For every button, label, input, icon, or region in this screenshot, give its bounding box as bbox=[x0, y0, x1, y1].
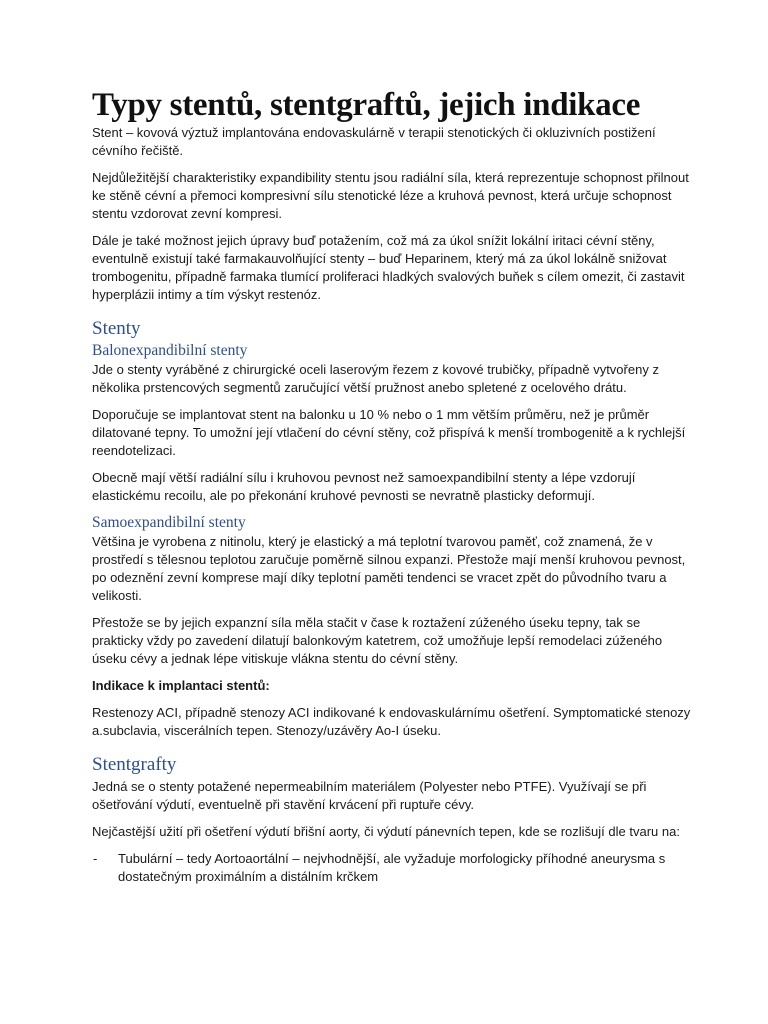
balon-paragraph-1: Jde o stenty vyráběné z chirurgické oceli laserovým řezem z kovové trubičky, případně vytvořeny z několika prstencových segmentů zaručující větší pružnost anebo spletené z ocelového drátu. bbox=[92, 362, 659, 395]
heading-balonexpandibilni: Balonexpandibilní stenty bbox=[92, 342, 248, 359]
list-bullet: - bbox=[93, 851, 98, 866]
list-item-text: Tubulární – tedy Aortoaortální – nejvhodnější, ale vyžaduje morfologicky příhodné aneurysma s dostatečným proximálním a distálním krčkem bbox=[118, 851, 666, 884]
heading-stenty: Stenty bbox=[92, 318, 141, 339]
intro-paragraph-3: Dále je také možnost jejich úpravy buď potažením, což má za úkol snížit lokální iritaci cévní stěny, eventulně existují také farmakauvolňující stenty – buď Heparinem, který má za úkol lokálně snižovat trombogenitu, případně farmaka tlumící proliferaci hladkých svalových buňek s cílem omezit, či zastavit hyperplázii intimy a tím výskyt restenóz. bbox=[92, 233, 685, 302]
intro-paragraph-1: Stent – kovová výztuž implantována endovaskulárně v terapii stenotických či okluzivních postižení cévního řečiště. bbox=[92, 125, 656, 158]
stentgrafty-paragraph-2: Nejčastější užití při ošetření výdutí břišní aorty, či výdutí pánevních tepen, kde se rozlišují dle tvaru na: bbox=[92, 824, 680, 839]
list-item bbox=[92, 850, 692, 886]
stentgrafty-paragraph-1: Jedná se o stenty potažené nepermeabilním materiálem (Polyester nebo PTFE). Využívají se při ošetřování výdutí, eventuelně při stavění krvácení při ruptuře cévy. bbox=[92, 779, 647, 812]
indikace-text: Restenozy ACI, případně stenozy ACI indikované k endovaskulárnímu ošetření. Symptomatické stenozy a.subclavia, viscerálních tepen. Stenozy/uzávěry Ao-I úseku. bbox=[92, 705, 691, 738]
indikace-label: Indikace k implantaci stentů: bbox=[92, 678, 270, 693]
document-title: Typy stentů, stentgraftů, jejich indikace bbox=[92, 87, 641, 123]
balon-paragraph-3: Obecně mají větší radiální sílu i kruhovou pevnost než samoexpandibilní stenty a lépe vzdorují elastickému recoilu, ale po překonání kruhové pevnosti se nevratně plasticky deformují. bbox=[92, 470, 636, 503]
stentgraft-type-list bbox=[92, 850, 692, 886]
intro-paragraph-2: Nejdůležitější charakteristiky expandibility stentu jsou radiální síla, která reprezentuje schopnost přilnout ke stěně cévní a přemoci kompresivní sílu stenotické léze a kruhová pevnost, která určuje schopnost stentu vzdorovat zevní kompresi. bbox=[92, 170, 689, 221]
balon-paragraph-2: Doporučuje se implantovat stent na balonku u 10 % nebo o 1 mm větším průměru, než je průměr dilatované tepny. To umožní její vtlačení do cévní stěny, což přispívá k menší trombogenitě a k rychlejší reendotelizaci. bbox=[92, 407, 686, 458]
samo-paragraph-1: Většina je vyrobena z nitinolu, který je elastický a má teplotní tvarovou paměť, což znamená, že v prostředí s tělesnou teplotou zaručuje poměrně silnou expanzi. Přestože mají menší kruhovou pevnost, po odeznění zevní komprese mají díky teplotní paměti tendenci se vracet zpět do původního tvaru a velikosti. bbox=[92, 534, 686, 603]
document-page bbox=[92, 86, 692, 886]
heading-stentgrafty: Stentgrafty bbox=[92, 754, 177, 775]
samo-paragraph-2: Přestože se by jejich expanzní síla měla stačit v čase k roztažení zúženého úseku tepny, tak se prakticky vždy po zavedení dilatují balonkovým katetrem, což umožňuje lepší remodelaci zúženého úseku cévy a jednak lépe vitiskuje vlákna stentu do cévní stěny. bbox=[92, 615, 663, 666]
heading-samoexpandibilni: Samoexpandibilní stenty bbox=[92, 514, 246, 531]
